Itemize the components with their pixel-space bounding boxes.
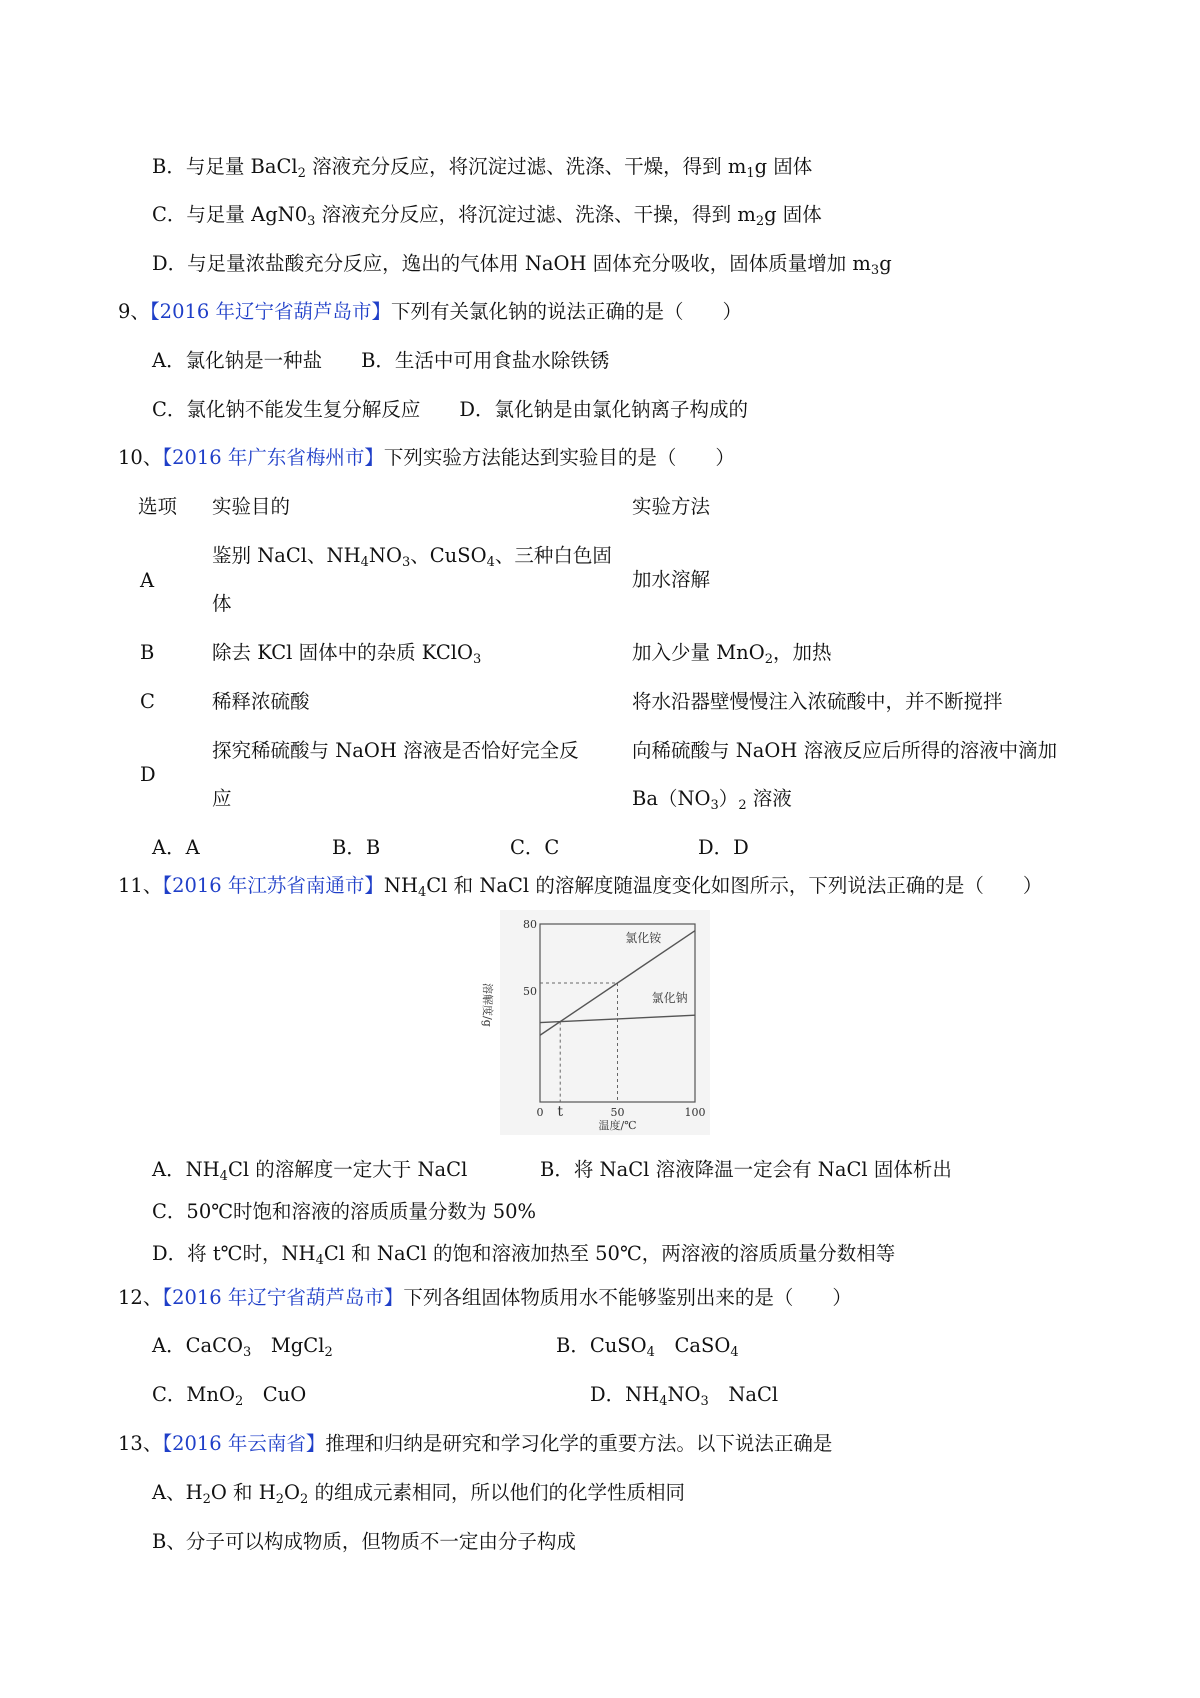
q13-source: 【2016 年云南省】	[162, 1432, 326, 1455]
table-row-d-purpose-cont: 应	[212, 787, 232, 810]
table-header-purpose: 实验目的	[212, 495, 291, 518]
series-label-1: 氯化钠	[651, 990, 688, 1005]
q10-answer-a: A．A	[152, 836, 200, 859]
table-header-method: 实验方法	[632, 495, 711, 518]
q12-option-d: D．$NH_4NO_3$ NaCl	[590, 1383, 779, 1409]
q9-options-row2: C．氯化钠不能发生复分解反应 D．氯化钠是由氯化钠离子构成的	[152, 398, 749, 421]
q11-source: 【2016 年江苏省南通市】	[162, 874, 384, 897]
x-tick-label: 50	[610, 1106, 625, 1119]
q9-stem: 9、【2016 年辽宁省葫芦岛市】下列有关氯化钠的说法正确的是（ ）	[118, 300, 743, 323]
q13-option-a: A、$H_2O$ 和 $H_2O_2$ 的组成元素相同，所以他们的化学性质相同	[152, 1481, 686, 1507]
q10-answer-c: C．C	[510, 836, 560, 859]
table-row-c-method: 将水沿器壁慢慢注入浓硫酸中，并不断搅拌	[632, 690, 1003, 713]
table-row-b-option: B	[140, 641, 155, 664]
q11-option-d: D．将 t℃时，$NH_4Cl$ 和 NaCl 的饱和溶液加热至 50℃，两溶液的溶质质量分数相等	[152, 1242, 896, 1268]
table-row-d-method: 向稀硫酸与 NaOH 溶液反应后所得的溶液中滴加	[632, 739, 1058, 762]
x-tick-label: 0	[536, 1106, 544, 1119]
table-header-option: 选项	[138, 495, 178, 518]
q8-option-d: D．与足量浓盐酸充分反应，逸出的气体用 NaOH 固体充分吸收，固体质量增加 $m_3g$	[152, 252, 892, 278]
q11-stem: 11、【2016 年江苏省南通市】$NH_4Cl$ 和 NaCl 的溶解度随温度变化如图所示，下列说法正确的是（ ）	[118, 874, 1043, 900]
q9-options-row1: A．氯化钠是一种盐 B．生活中可用食盐水除铁锈	[152, 349, 610, 372]
table-row-b-purpose: 除去 KCl 固体中的杂质 KClO$_3$	[212, 641, 482, 667]
q12-option-c: C．MnO$_2$ CuO	[152, 1383, 307, 1409]
chart-background	[500, 910, 710, 1135]
table-row-a-method: 加水溶解	[632, 568, 711, 591]
y-tick-label: 80	[523, 918, 537, 931]
table-row-a-option: A	[140, 569, 155, 592]
solubility-chart	[481, 910, 710, 1135]
x-tick-label: 100	[684, 1106, 706, 1119]
q11-option-c: C．50℃时饱和溶液的溶质质量分数为 50%	[152, 1200, 537, 1223]
table-row-a-purpose: 鉴别 NaCl、$NH_4NO_3$、CuSO$_4$、三种白色固	[212, 544, 612, 570]
q13-option-b: B、分子可以构成物质，但物质不一定由分子构成	[152, 1530, 576, 1553]
table-row-d-option: D	[140, 763, 156, 786]
q12-source: 【2016 年辽宁省葫芦岛市】	[162, 1286, 404, 1309]
q11-option-b: B．将 NaCl 溶液降温一定会有 NaCl 固体析出	[540, 1158, 952, 1181]
q10-source: 【2016 年广东省梅州市】	[162, 446, 384, 469]
q8-option-c: C．与足量 $AgN0_3$ 溶液充分反应，将沉淀过滤、洗涤、干操，得到 $m_2g$ 固体	[152, 203, 822, 229]
table-row-a-purpose-cont: 体	[212, 592, 232, 615]
table-row-d-purpose: 探究稀硫酸与 NaOH 溶液是否恰好完全反	[212, 739, 579, 762]
q11-option-a: A．$NH_4Cl$ 的溶解度一定大于 NaCl	[152, 1158, 468, 1184]
series-label-0: 氯化铵	[625, 930, 662, 945]
q10-answer-d: D．D	[698, 836, 749, 859]
q13-stem: 13、【2016 年云南省】推理和归纳是研究和学习化学的重要方法。以下说法正确是	[118, 1432, 833, 1455]
q12-stem: 12、【2016 年辽宁省葫芦岛市】下列各组固体物质用水不能够鉴别出来的是（ ）	[118, 1286, 852, 1309]
chart-y-axis-label: 溶解度/g	[481, 983, 494, 1027]
q10-stem: 10、【2016 年广东省梅州市】下列实验方法能达到实验目的是（ ）	[118, 446, 735, 469]
table-row-c-option: C	[140, 690, 155, 713]
q9-source: 【2016 年辽宁省葫芦岛市】	[149, 300, 391, 323]
q8-option-b: B．与足量 BaCl$_2$ 溶液充分反应，将沉淀过滤、洗涤、干燥，得到 $m_1g$ 固体	[152, 155, 813, 181]
q12-option-a: A．CaCO$_3$ MgCl$_2$	[152, 1334, 333, 1360]
y-tick-label: 50	[523, 984, 537, 998]
table-row-c-purpose: 稀释浓硫酸	[212, 690, 310, 713]
q12-option-b: B．CuSO$_4$ CaSO$_4$	[556, 1334, 739, 1360]
chart-x-axis-label: 温度/℃	[598, 1119, 637, 1132]
table-row-d-method-cont: $Ba(NO_3)_2$ 溶液	[632, 787, 792, 813]
table-row-b-method: 加入少量 MnO$_2$，加热	[632, 641, 832, 667]
x-tick-label: t	[557, 1104, 564, 1120]
q10-answer-b: B．B	[332, 836, 381, 859]
